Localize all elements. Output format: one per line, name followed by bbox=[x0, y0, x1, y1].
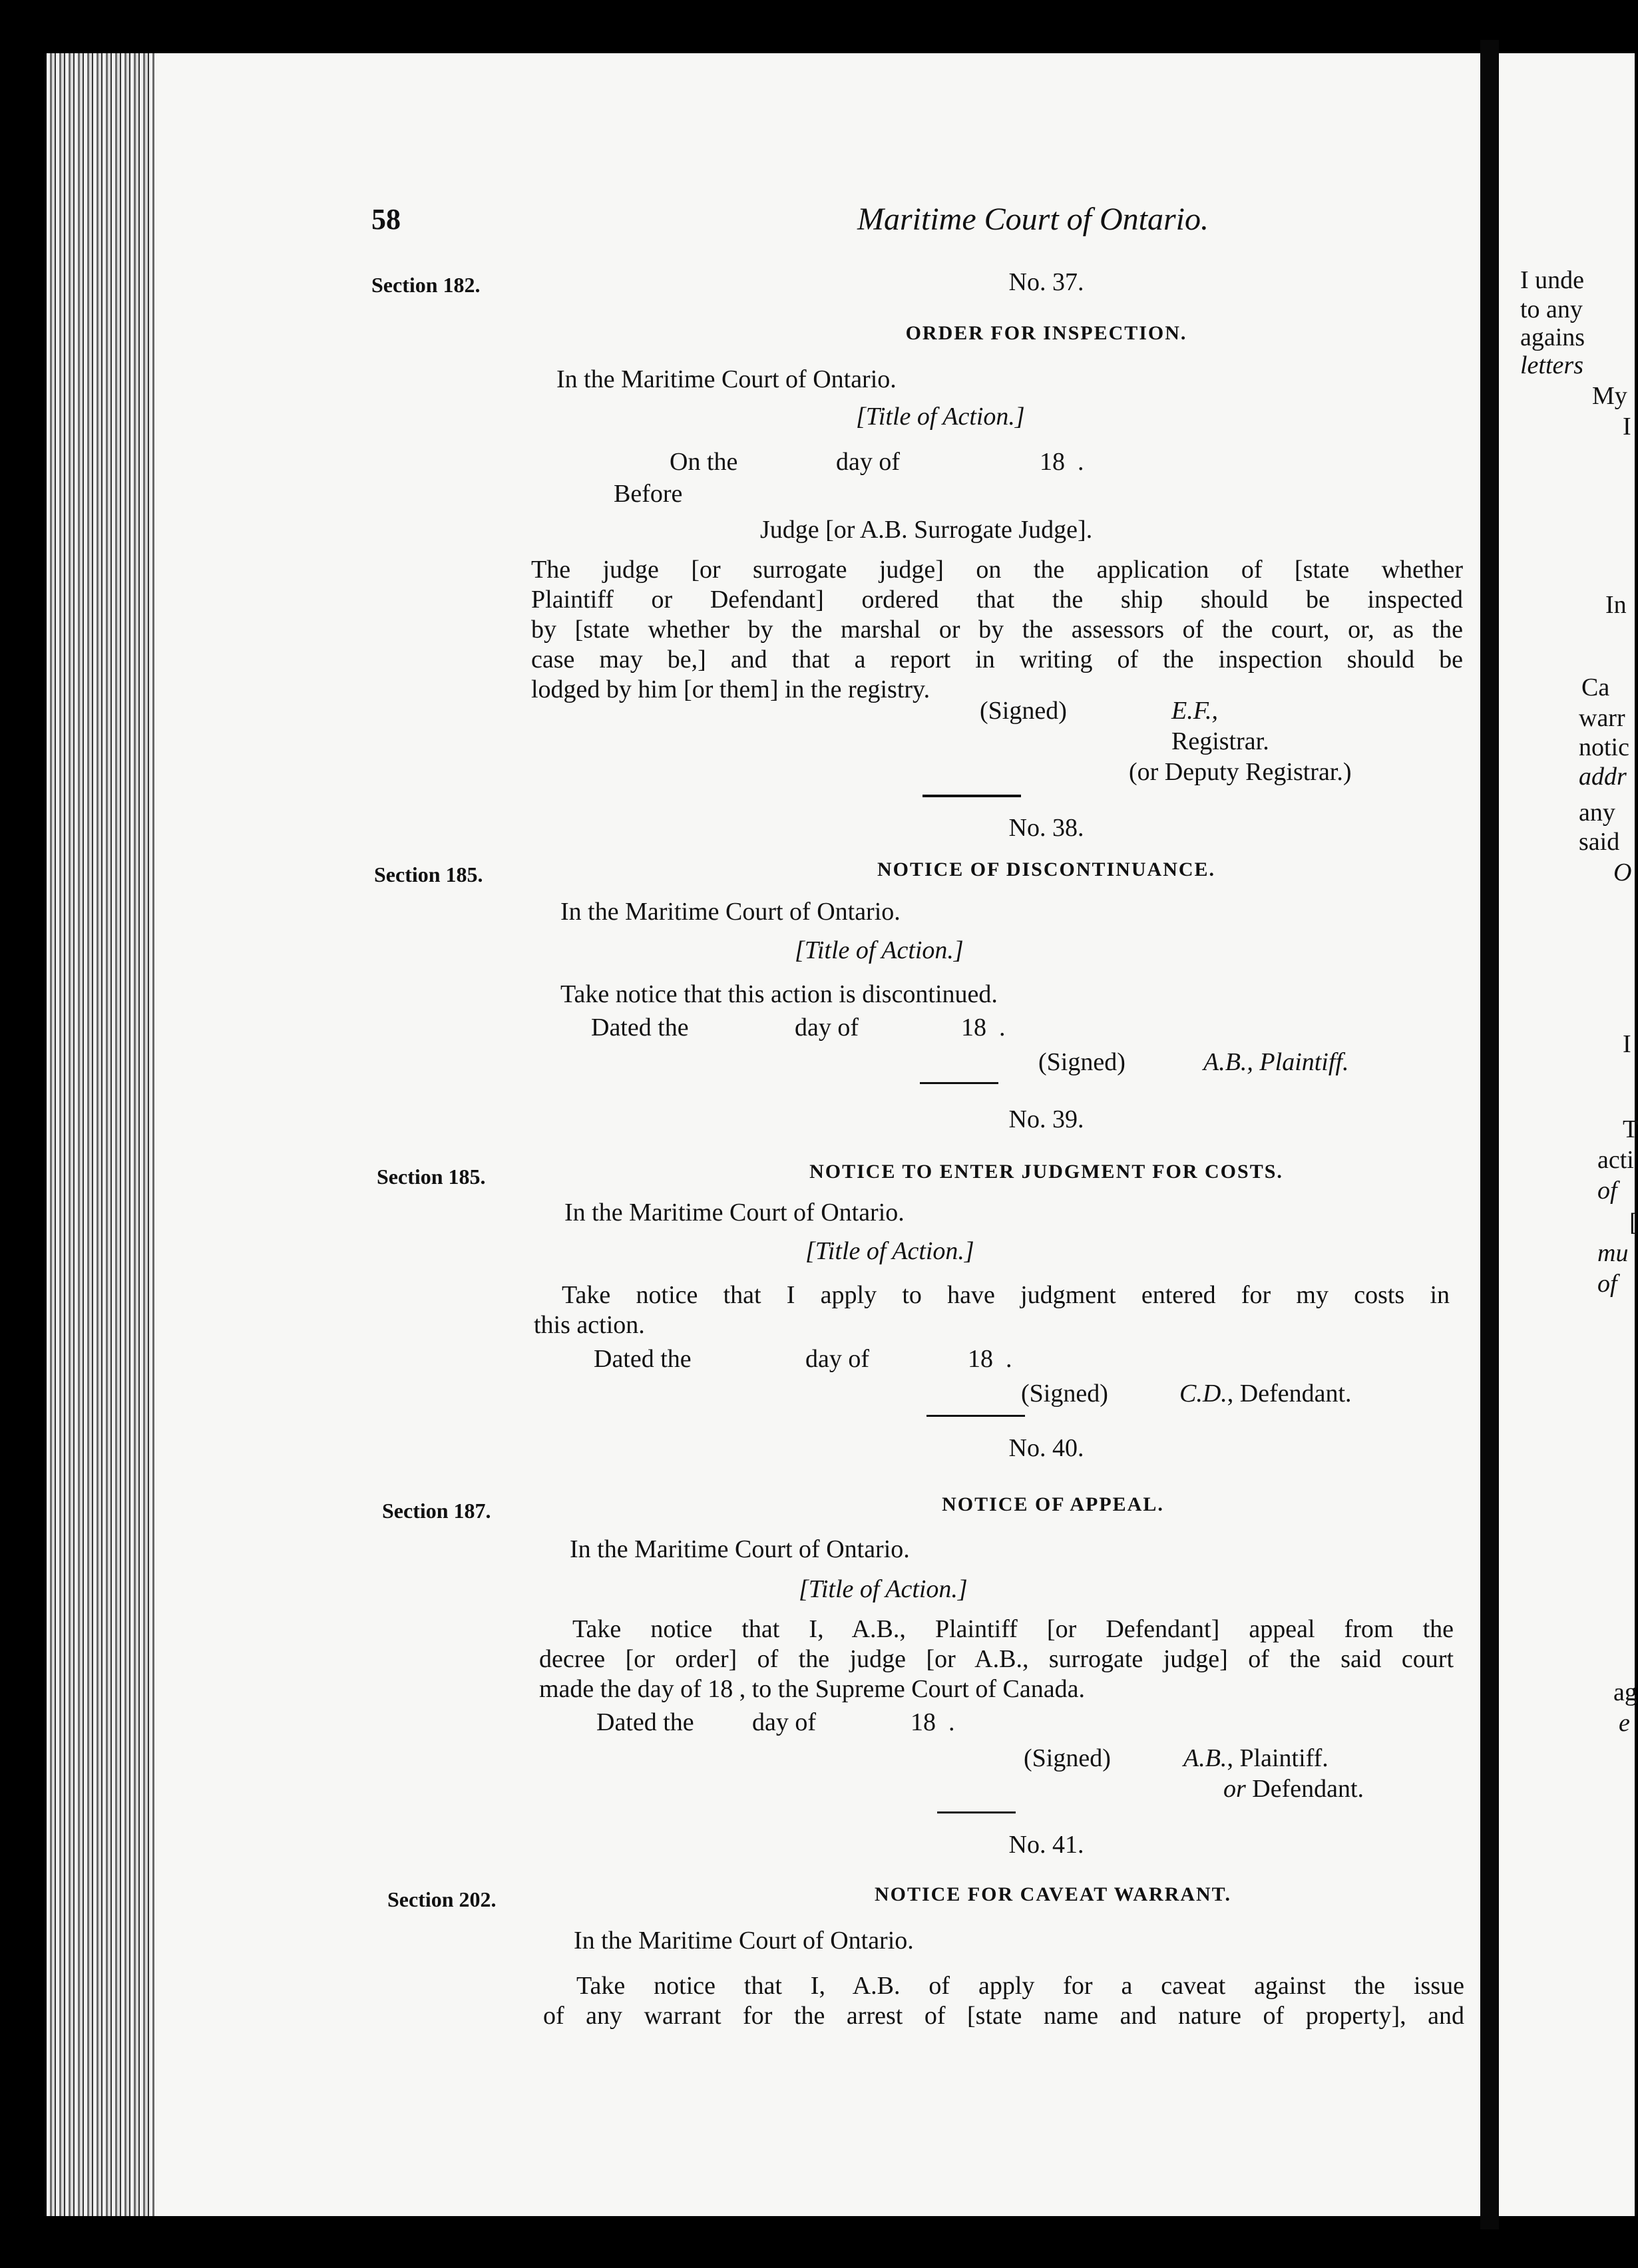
fragment: e bbox=[1619, 1709, 1630, 1737]
fragment: T bbox=[1623, 1115, 1638, 1143]
title-of-action-f37: [Title of Action.] bbox=[856, 403, 1025, 431]
fragment: Ca bbox=[1581, 673, 1610, 701]
signer-f38: A.B., Plaintiff. bbox=[1203, 1048, 1349, 1076]
book-page: 58 Maritime Court of Ontario. Section 182. No. 37. ORDER FOR INSPECTION. In the Maritime Court of Ontario. [Title of Action.] On the day of 18 . Before Judge [or A.B. Surrogate Judge]. The judge [or surrogate judge] on the application of [state whether Plaintiff or Defendant] ordered that the ship should be inspected by [state whether by the marshal or by the assessors of the court, or, as the case may be,] and that a report in writing of the inspection should be lodged by him [or them] in the registry. (Signed) E.F., Registrar. (or Deputy Registrar.) No. 38. Section 185. NOTICE OF DISCONTINUANCE. In the Maritime Court of Ontario. [Title of Action.] Take notice that this action is discontinued. Dated the day of 18 . (Signed) A.B., Plaintiff. No. 39. Section 185. NOTICE TO ENTER JUDGMENT FOR COSTS. In the Maritime Court of Ontario. [Title of Action.] Take notice that I apply to have judgment entered for my costs in this action. Dated the day of 18 . (Signed) C.D., Defendant. No. 40. Section 187. NOTICE OF APPEAL. In the Maritime Court of Ontario. [Title of Action.] Take notice that I, A.B., Plaintiff [or Defendant] appeal from the decree [or order] of the judge [or A.B., surrogate judge] of the said court made the day of 18 , to the Supreme Court of Canada. Dated the day of 18 . (Signed) A.B., Plaintiff. or Defendant. No. 41. Section 202. NOTICE FOR CAVEAT WARRANT. In the Maritime Court of Ontario. Take notice that I, A.B. of apply for a caveat against the issue of any warrant for the arrest of [state name and nature of property], and bbox=[154, 53, 1480, 2216]
form-number-f38: No. 38. bbox=[1008, 814, 1084, 842]
fragment: I bbox=[1623, 1030, 1631, 1058]
signed-label-f39: (Signed) bbox=[1021, 1380, 1108, 1408]
body-line: decree [or order] of the judge [or A.B., surrogate judge] of the said court bbox=[539, 1645, 1454, 1673]
signer-f40: A.B., Plaintiff. bbox=[1183, 1744, 1329, 1772]
signer-alt-f40: or Defendant. bbox=[1223, 1775, 1364, 1803]
body-line: this action. bbox=[534, 1311, 645, 1339]
page-edges bbox=[47, 53, 160, 2216]
separator-rule bbox=[920, 1082, 998, 1084]
body-line: lodged by him [or them] in the registry. bbox=[531, 675, 930, 703]
fragment: to any bbox=[1520, 295, 1583, 323]
body-line: Take notice that I, A.B., Plaintiff [or Defendant] appeal from the bbox=[572, 1615, 1454, 1643]
fragment: I bbox=[1623, 413, 1631, 441]
fragment: notic bbox=[1579, 733, 1629, 761]
section-ref-f37: Section 182. bbox=[371, 273, 481, 297]
before-label-f37: Before bbox=[614, 480, 683, 508]
fragment: of bbox=[1597, 1177, 1617, 1205]
title-of-action-f39: [Title of Action.] bbox=[805, 1237, 974, 1265]
court-line-f40: In the Maritime Court of Ontario. bbox=[570, 1535, 910, 1563]
facing-page bbox=[1499, 53, 1638, 2216]
separator-rule bbox=[937, 1811, 1016, 1813]
body-line: by [state whether by the marshal or by the assessors of the court, or, as the bbox=[531, 616, 1463, 644]
page-number: 58 bbox=[371, 203, 401, 236]
section-ref-f41: Section 202. bbox=[387, 1887, 497, 1911]
body-f39 bbox=[534, 1280, 1450, 1340]
signer-alt-f37: (or Deputy Registrar.) bbox=[1129, 758, 1352, 786]
fragment: said bbox=[1579, 828, 1620, 856]
form-title-f37: ORDER FOR INSPECTION. bbox=[905, 322, 1187, 344]
fragment: acti bbox=[1597, 1146, 1634, 1174]
fragment: agains bbox=[1520, 323, 1585, 351]
section-ref-f39: Section 185. bbox=[377, 1165, 486, 1189]
body-f41 bbox=[543, 1971, 1464, 2031]
signed-label-f37: (Signed) bbox=[980, 697, 1067, 725]
body-line: Take notice that I apply to have judgment entered for my costs in bbox=[562, 1281, 1450, 1309]
fragment: any bbox=[1579, 799, 1615, 827]
body-line: Take notice that I, A.B. of apply for a caveat against the issue bbox=[576, 1972, 1464, 2000]
fragment: ag bbox=[1613, 1678, 1637, 1706]
form-title-f41: NOTICE FOR CAVEAT WARRANT. bbox=[875, 1883, 1231, 1905]
body-line: of any warrant for the arrest of [state name and nature of property], and bbox=[543, 2002, 1464, 2030]
body-f37 bbox=[531, 555, 1463, 705]
title-of-action-f40: [Title of Action.] bbox=[799, 1575, 968, 1603]
body-line: made the day of 18 , to the Supreme Court of Canada. bbox=[539, 1675, 1085, 1703]
body-line: Plaintiff or Defendant] ordered that the ship should be inspected bbox=[531, 586, 1463, 614]
form-title-f39: NOTICE TO ENTER JUDGMENT FOR COSTS. bbox=[809, 1161, 1283, 1183]
signed-label-f38: (Signed) bbox=[1038, 1048, 1126, 1076]
separator-rule bbox=[926, 1415, 1025, 1417]
section-ref-f40: Section 187. bbox=[382, 1499, 491, 1523]
fragment: [ bbox=[1629, 1209, 1638, 1236]
fragment: I unde bbox=[1520, 266, 1585, 294]
signer-f37: E.F., bbox=[1171, 697, 1219, 725]
court-line-f39: In the Maritime Court of Ontario. bbox=[564, 1199, 905, 1227]
title-of-action-f38: [Title of Action.] bbox=[795, 936, 964, 964]
fragment: mu bbox=[1597, 1239, 1629, 1267]
body-f38: Take notice that this action is discontinued. bbox=[560, 980, 998, 1008]
book-gutter bbox=[1480, 40, 1499, 2229]
body-line: case may be,] and that a report in writing of the inspection should be bbox=[531, 646, 1463, 673]
body-line: The judge [or surrogate judge] on the application of [state whether bbox=[531, 556, 1463, 584]
court-line-f37: In the Maritime Court of Ontario. bbox=[556, 365, 897, 393]
section-ref-f38: Section 185. bbox=[374, 862, 483, 886]
judge-line-f37: Judge [or A.B. Surrogate Judge]. bbox=[760, 516, 1093, 544]
body-f40 bbox=[539, 1614, 1454, 1704]
form-number-f41: No. 41. bbox=[1008, 1831, 1084, 1859]
running-title: Maritime Court of Ontario. bbox=[857, 202, 1209, 237]
form-number-f40: No. 40. bbox=[1008, 1434, 1084, 1462]
separator-rule bbox=[922, 795, 1021, 797]
fragment: letters bbox=[1520, 351, 1583, 379]
fragment: O bbox=[1613, 858, 1632, 886]
form-title-f40: NOTICE OF APPEAL. bbox=[942, 1493, 1164, 1515]
form-number-f37: No. 37. bbox=[1008, 268, 1084, 296]
form-title-f38: NOTICE OF DISCONTINUANCE. bbox=[877, 858, 1216, 880]
fragment: of bbox=[1597, 1270, 1617, 1298]
signer-title-f37: Registrar. bbox=[1171, 727, 1269, 755]
court-line-f41: In the Maritime Court of Ontario. bbox=[574, 1927, 914, 1955]
fragment: In bbox=[1605, 591, 1627, 619]
signed-label-f40: (Signed) bbox=[1024, 1744, 1111, 1772]
fragment: My bbox=[1592, 382, 1627, 410]
fragment: addr bbox=[1579, 763, 1627, 791]
fragment: warr bbox=[1579, 704, 1625, 732]
signer-f39: C.D., Defendant. bbox=[1179, 1380, 1352, 1408]
form-number-f39: No. 39. bbox=[1008, 1105, 1084, 1133]
court-line-f38: In the Maritime Court of Ontario. bbox=[560, 898, 901, 926]
